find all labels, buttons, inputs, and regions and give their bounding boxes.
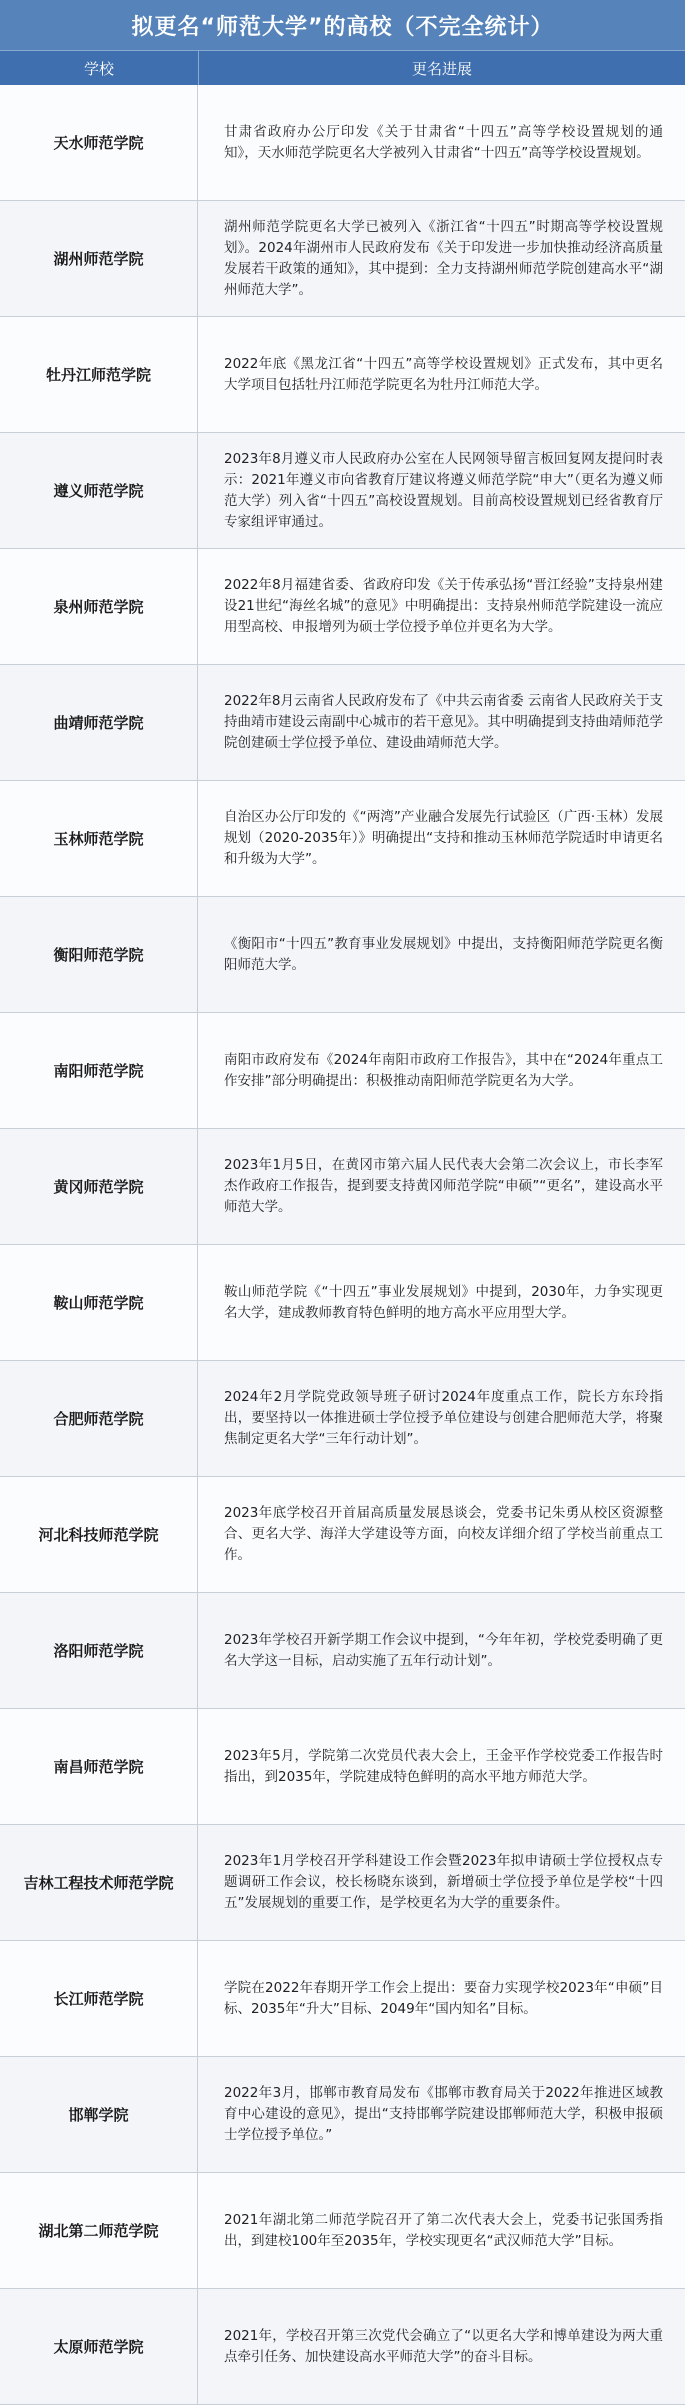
progress-text: 2023年5月，学院第二次党员代表大会上，王金平作学校党委工作报告时指出，到2035年，学院建成特色鲜明的高水平地方师范大学。: [224, 1747, 663, 1785]
progress-text: 2021年湖北第二师范学院召开了第二次代表大会上，党委书记张国秀指出，到建校100年至2035年，学校实现更名“武汉师范大学”目标。: [224, 2211, 663, 2249]
table-row: [0, 1013, 685, 1129]
progress-text: 湖州师范学院更名大学已被列入《浙江省“十四五”时期高等学校设置规划》。2024年湖州市人民政府发布《关于印发进一步加快推动经济高质量发展若干政策的通知》，其中提到：全力支持湖州师范学院创建高水平“湖州师范大学”。: [224, 218, 663, 298]
table-row: [0, 2173, 685, 2289]
school-name: 河北科技师范学院: [0, 1477, 198, 1592]
progress-text: 自治区办公厅印发的《“两湾”产业融合发展先行试验区（广西·玉林）发展规划（2020-2035年）》明确提出“支持和推动玉林师范学院适时申请更名和升级为大学”。: [224, 809, 663, 867]
table-row: [0, 433, 685, 549]
school-name: 遵义师范学院: [0, 433, 198, 548]
school-name: 湖北第二师范学院: [0, 2173, 198, 2288]
table-row: [0, 85, 685, 201]
table-row: [0, 2289, 685, 2405]
table-row: [0, 897, 685, 1013]
school-name: 合肥师范学院: [0, 1361, 198, 1476]
progress-text: 2022年3月，邯郸市教育局发布《邯郸市教育局关于2022年推进区域教育中心建设的意见》，提出“支持邯郸学院建设邯郸师范大学，积极申报硕士学位授予单位。”: [224, 2085, 663, 2143]
school-name: 太原师范学院: [0, 2289, 198, 2404]
progress-text: 2022年8月云南省人民政府发布了《中共云南省委 云南省人民政府关于支持曲靖市建设云南副中心城市的若干意见》。其中明确提到支持曲靖师范学院创建硕士学位授予单位、建设曲靖师范大学。: [224, 693, 663, 751]
school-name: 南昌师范学院: [0, 1709, 198, 1824]
progress-text: 《衡阳市“十四五”教育事业发展规划》中提出，支持衡阳师范学院更名衡阳师范大学。: [224, 935, 663, 973]
progress-text: 2021年，学校召开第三次党代会确立了“以更名大学和博单建设为两大重点牵引任务、加快建设高水平师范大学”的奋斗目标。: [224, 2327, 663, 2365]
progress-text: 2022年底《黑龙江省“十四五”高等学校设置规划》正式发布，其中更名大学项目包括牡丹江师范学院更名为牡丹江师范大学。: [224, 355, 663, 393]
progress-text: 2023年学校召开新学期工作会议中提到，“今年年初，学校党委明确了更名大学这一目标，启动实施了五年行动计划”。: [224, 1631, 663, 1669]
school-name: 衡阳师范学院: [0, 897, 198, 1012]
progress-text: 学院在2022年春期开学工作会上提出：要奋力实现学校2023年“申硕”目标、2035年“升大”目标、2049年“国内知名”目标。: [224, 1979, 663, 2017]
table-row: [0, 1245, 685, 1361]
progress-text: 2024年2月学院党政领导班子研讨2024年度重点工作，院长方东玲指出，要坚持以一体推进硕士学位授予单位建设与创建合肥师范大学，将聚焦制定更名大学“三年行动计划”。: [224, 1389, 663, 1447]
progress-text: 南阳市政府发布《2024年南阳市政府工作报告》，其中在“2024年重点工作安排”部分明确提出：积极推动南阳师范学院更名为大学。: [224, 1051, 663, 1089]
school-name: 长江师范学院: [0, 1941, 198, 2056]
table-header: [0, 50, 685, 85]
table-row: [0, 1593, 685, 1709]
table-row: [0, 1825, 685, 1941]
table-row: [0, 2057, 685, 2173]
page-title: 拟更名“师范大学”的高校（不完全统计）: [0, 0, 685, 50]
progress-text: 2023年8月遵义市人民政府办公室在人民网领导留言板回复网友提问时表示：2021年遵义市向省教育厅建议将遵义师范学院“申大”（更名为遵义师范大学）列入省“十四五”高校设置规划。目前高校设置规划已经省教育厅专家组评审通过。: [224, 450, 663, 530]
table-row: [0, 1941, 685, 2057]
school-name: 湖州师范学院: [0, 201, 198, 316]
school-name: 曲靖师范学院: [0, 665, 198, 780]
progress-text: 2023年1月学校召开学科建设工作会暨2023年拟申请硕士学位授权点专题调研工作会议，校长杨晓东谈到，新增硕士学位授予单位是学校“十四五”发展规划的重要工作，是学校更名为大学的重要条件。: [224, 1853, 663, 1911]
school-name: 牡丹江师范学院: [0, 317, 198, 432]
progress-text: 2023年底学校召开首届高质量发展恳谈会，党委书记朱勇从校区资源整合、更名大学、海洋大学建设等方面，向校友详细介绍了学校当前重点工作。: [224, 1505, 663, 1563]
table-row: [0, 317, 685, 433]
progress-text: 鞍山师范学院《“十四五”事业发展规划》中提到，2030年，力争实现更名大学，建成教师教育特色鲜明的地方高水平应用型大学。: [224, 1283, 663, 1321]
table-body: [0, 85, 685, 2405]
school-name: 南阳师范学院: [0, 1013, 198, 1128]
school-name: 玉林师范学院: [0, 781, 198, 896]
table-row: [0, 201, 685, 317]
table-row: [0, 1709, 685, 1825]
column-header-progress: 更名进展: [411, 59, 472, 78]
school-name: 洛阳师范学院: [0, 1593, 198, 1708]
school-name: 黄冈师范学院: [0, 1129, 198, 1244]
school-name: 天水师范学院: [0, 85, 198, 200]
school-name: 吉林工程技术师范学院: [0, 1825, 198, 1940]
table-row: [0, 549, 685, 665]
school-name: 邯郸学院: [0, 2057, 198, 2172]
table-row: [0, 1477, 685, 1593]
table-row: [0, 1361, 685, 1477]
table-row: [0, 665, 685, 781]
school-name: 泉州师范学院: [0, 549, 198, 664]
table-row: [0, 1129, 685, 1245]
table-row: [0, 781, 685, 897]
progress-text: 甘肃省政府办公厅印发《关于甘肃省“十四五”高等学校设置规划的通知》，天水师范学院更名大学被列入甘肃省“十四五”高等学校设置规划。: [224, 123, 663, 161]
school-name: 鞍山师范学院: [0, 1245, 198, 1360]
progress-text: 2023年1月5日，在黄冈市第六届人民代表大会第二次会议上，市长李军杰作政府工作报告，提到要支持黄冈师范学院“申硕”“更名”，建设高水平师范大学。: [224, 1157, 663, 1215]
progress-text: 2022年8月福建省委、省政府印发《关于传承弘扬“晋江经验”支持泉州建设21世纪“海丝名城”的意见》中明确提出：支持泉州师范学院建设一流应用型高校、申报增列为硕士学位授予单位并更名为大学。: [224, 577, 663, 635]
column-header-school: 学校: [0, 51, 199, 85]
